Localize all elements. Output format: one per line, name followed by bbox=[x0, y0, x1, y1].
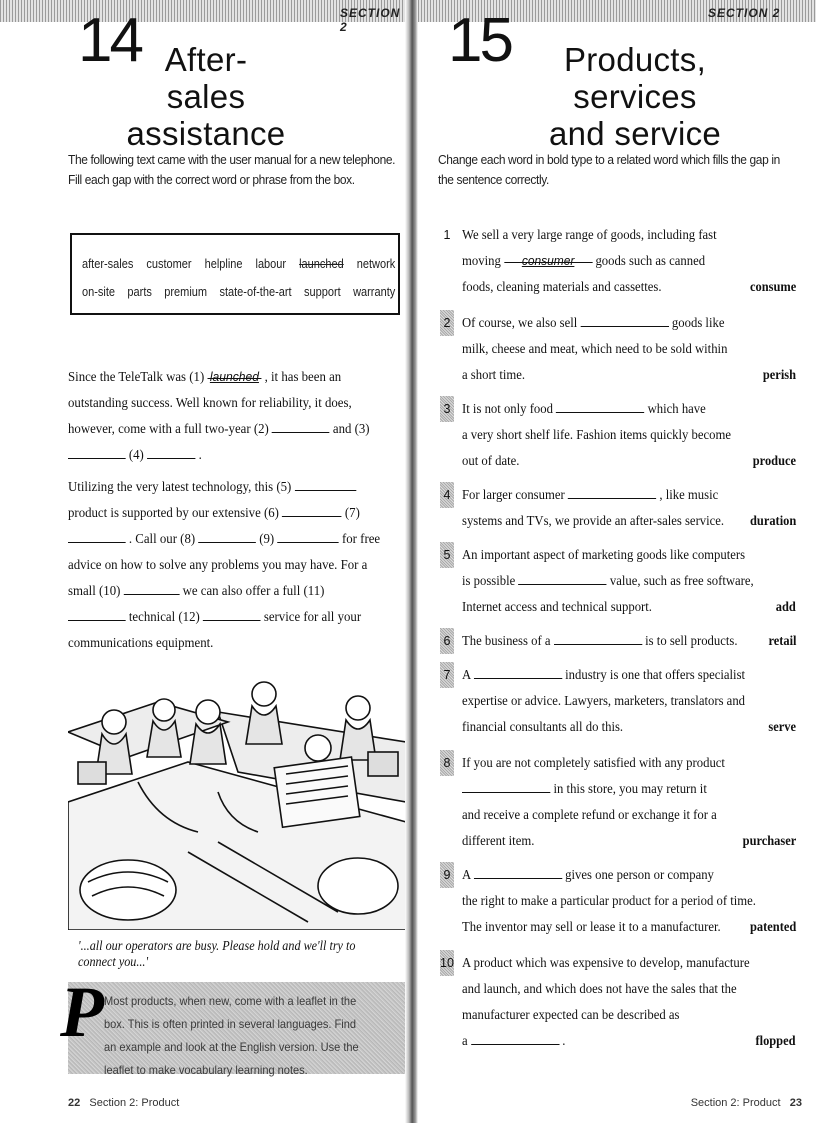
item-line: is possible value, such as free software, bbox=[462, 568, 687, 594]
footer-section: Section 2: Product bbox=[89, 1097, 180, 1109]
word-box-item: state-of-the-art bbox=[219, 285, 292, 299]
bold-word: consume bbox=[749, 279, 796, 294]
text: Since the TeleTalk was (1) bbox=[68, 369, 208, 384]
gap-5[interactable] bbox=[295, 476, 356, 491]
item-number: 7 bbox=[440, 662, 454, 688]
item-line: We sell a very large range of goods, including fast bbox=[462, 227, 717, 242]
text: (4) bbox=[125, 447, 148, 462]
item-number: 2 bbox=[440, 310, 454, 336]
gap-2[interactable] bbox=[272, 418, 330, 433]
text: service for all your communications equipment. bbox=[68, 609, 362, 650]
item-line: It is not only food which have bbox=[462, 396, 687, 422]
item-line: a . bbox=[462, 1028, 687, 1054]
unit-title bbox=[126, 42, 286, 153]
left-footer bbox=[68, 1097, 179, 1109]
exercise-item-2 bbox=[440, 310, 796, 388]
tip-p-icon: P bbox=[60, 972, 104, 1052]
item-line: Of course, we also sell goods like bbox=[462, 310, 687, 336]
gap-blank[interactable] bbox=[518, 570, 606, 585]
gap-4[interactable] bbox=[147, 444, 195, 459]
item-line: A industry is one that offers specialist bbox=[462, 662, 687, 688]
bold-word: flopped bbox=[755, 1033, 796, 1048]
right-footer bbox=[691, 1097, 802, 1109]
item-line: different item. bbox=[462, 833, 535, 848]
tip-box bbox=[60, 972, 405, 1077]
word-box bbox=[70, 233, 400, 315]
bold-word: perish bbox=[762, 367, 796, 382]
item-line: the right to make a particular product for a period of time. bbox=[462, 893, 756, 908]
item-line: An important aspect of marketing goods like computers bbox=[462, 547, 746, 562]
gap-blank[interactable] bbox=[580, 312, 668, 327]
item-line: Internet access and technical support. bbox=[462, 599, 652, 614]
right-page bbox=[418, 0, 816, 1123]
illustration-caption: '...all our operators are busy. Please hold and we'll try to connect you...' bbox=[78, 938, 356, 969]
item-line: and receive a complete refund or exchange it for a bbox=[462, 807, 717, 822]
exercise-item-7 bbox=[440, 662, 796, 740]
item-line: and launch, and which does not have the sales that the bbox=[462, 981, 737, 996]
footer-section: Section 2: Product bbox=[690, 1097, 781, 1109]
gap-3[interactable] bbox=[68, 444, 126, 459]
item-line: systems and TVs, we provide an after-sales service. bbox=[462, 513, 725, 528]
item-line: If you are not completely satisfied with any product bbox=[462, 755, 725, 770]
word-box-item: helpline bbox=[204, 257, 243, 271]
word-box-row-2 bbox=[82, 285, 395, 299]
item-line: expertise or advice. Lawyers, marketers, translators and bbox=[462, 693, 746, 708]
gap-11[interactable] bbox=[68, 606, 126, 621]
item-line: financial consultants all do this. bbox=[462, 719, 624, 734]
gap-6[interactable] bbox=[282, 502, 342, 517]
exercise-item-10 bbox=[440, 950, 796, 1054]
item-line: foods, cleaning materials and cassettes. bbox=[462, 279, 662, 294]
section-label: SECTION 2 bbox=[708, 6, 781, 20]
paragraph-2 bbox=[68, 474, 382, 656]
exercise-item-4 bbox=[440, 482, 796, 534]
item-number: 9 bbox=[440, 862, 454, 888]
instruction: The following text came with the user manual for a new telephone. Fill each gap with the correct word or phrase from the box. bbox=[68, 152, 396, 188]
text: for free advice on how to solve any problems you may have. For a small (10) bbox=[68, 531, 381, 598]
text: , it has been an outstanding success. Well known for reliability, it does, however, come with a full two-year (2) bbox=[68, 369, 352, 436]
word-box-row-1 bbox=[82, 257, 395, 271]
item-number: 3 bbox=[440, 396, 454, 422]
text: technical (12) bbox=[125, 609, 203, 624]
item-line: A gives one person or company bbox=[462, 862, 687, 888]
exercise-item-6 bbox=[440, 628, 796, 654]
text: . bbox=[195, 447, 202, 462]
text: . Call our (8) bbox=[125, 531, 199, 546]
item-number: 4 bbox=[440, 482, 454, 508]
gap-1-answer: launched bbox=[207, 364, 261, 379]
unit-title-line2: and service bbox=[548, 114, 722, 152]
gap-blank[interactable] bbox=[471, 1030, 559, 1045]
bold-word: add bbox=[775, 599, 796, 614]
bold-word: serve bbox=[768, 719, 796, 734]
paragraph-1 bbox=[68, 364, 382, 468]
page-number: 22 bbox=[68, 1097, 81, 1109]
exercise-item-1 bbox=[440, 222, 796, 300]
gap-12[interactable] bbox=[203, 606, 261, 621]
item-line: A product which was expensive to develop, manufacture bbox=[462, 955, 750, 970]
exercise-item-9 bbox=[440, 862, 796, 940]
word-box-item: network bbox=[356, 257, 396, 271]
gap-blank[interactable] bbox=[474, 664, 562, 679]
item-line: a very short shelf life. Fashion items quickly become bbox=[462, 427, 731, 442]
item-number: 6 bbox=[440, 628, 454, 654]
bold-word: duration bbox=[749, 513, 796, 528]
text: and (3) bbox=[329, 421, 370, 436]
unit-title-line1: Products, services bbox=[563, 41, 707, 115]
unit-number: 14 bbox=[78, 6, 141, 75]
page-number: 23 bbox=[789, 1097, 802, 1109]
bold-word: produce bbox=[752, 453, 796, 468]
tip-text: Most products, when new, come with a leaflet in the box. This is often printed in several languages. Find an example and look at the English version. Use the leaflet to make vocabulary learning notes. bbox=[104, 994, 359, 1077]
item-number: 10 bbox=[440, 950, 454, 976]
item-line: For larger consumer , like music bbox=[462, 482, 687, 508]
text: (7) bbox=[341, 505, 360, 520]
gap-answer: consumer bbox=[504, 248, 592, 263]
word-box-item: warranty bbox=[353, 285, 396, 299]
word-box-item-struck: launched bbox=[299, 257, 344, 271]
gap-10[interactable] bbox=[124, 580, 180, 595]
word-box-item: after-sales bbox=[82, 257, 134, 271]
bold-word: patented bbox=[749, 919, 796, 934]
word-box-item: support bbox=[303, 285, 341, 299]
book-gutter bbox=[405, 0, 418, 1123]
item-number: 5 bbox=[440, 542, 454, 568]
word-box-item: customer bbox=[146, 257, 192, 271]
unit-title-line1: After-sales bbox=[164, 41, 248, 115]
item-line: manufacturer expected can be described as bbox=[462, 1007, 680, 1022]
word-box-item: on-site bbox=[82, 285, 116, 299]
item-number: 8 bbox=[440, 750, 454, 776]
item-line: out of date. bbox=[462, 453, 520, 468]
left-page bbox=[0, 0, 405, 1123]
unit-number: 15 bbox=[448, 6, 511, 75]
gap-7[interactable] bbox=[68, 528, 126, 543]
item-line: a short time. bbox=[462, 367, 526, 382]
item-line: moving consumer goods such as canned bbox=[462, 248, 687, 274]
instruction: Change each word in bold type to a related word which fills the gap in the sentence correctly. bbox=[438, 152, 780, 188]
text: we can also offer a full (11) bbox=[179, 583, 325, 598]
section-label: SECTION 2 bbox=[340, 6, 401, 34]
text: (9) bbox=[256, 531, 278, 546]
gap-8[interactable] bbox=[198, 528, 256, 543]
gap-blank[interactable] bbox=[554, 630, 642, 645]
item-line: The inventor may sell or lease it to a manufacturer. bbox=[462, 919, 721, 934]
unit-title-line2: assistance bbox=[126, 114, 286, 152]
exercise-item-3 bbox=[440, 396, 796, 474]
bold-word: retail bbox=[767, 633, 796, 648]
item-line: in this store, you may return it bbox=[462, 776, 687, 802]
word-box-item: labour bbox=[255, 257, 287, 271]
unit-title bbox=[500, 42, 770, 153]
gap-blank[interactable] bbox=[568, 484, 656, 499]
gap-9[interactable] bbox=[277, 528, 338, 543]
text: Utilizing the very latest technology, this (5) bbox=[68, 479, 295, 494]
word-box-item: premium bbox=[164, 285, 208, 299]
word-box-item: parts bbox=[127, 285, 152, 299]
item-line: The business of a is to sell products. bbox=[462, 628, 687, 654]
gap-blank[interactable] bbox=[474, 864, 562, 879]
text: product is supported by our extensive (6) bbox=[68, 505, 283, 520]
call-centre-illustration bbox=[68, 652, 405, 930]
item-line: milk, cheese and meat, which need to be sold within bbox=[462, 341, 728, 356]
bold-word: purchaser bbox=[742, 833, 796, 848]
item-number: 1 bbox=[443, 228, 451, 242]
gap-blank[interactable] bbox=[462, 778, 550, 793]
exercise-item-5 bbox=[440, 542, 796, 620]
exercise-item-8 bbox=[440, 750, 796, 854]
gap-blank[interactable] bbox=[556, 398, 644, 413]
